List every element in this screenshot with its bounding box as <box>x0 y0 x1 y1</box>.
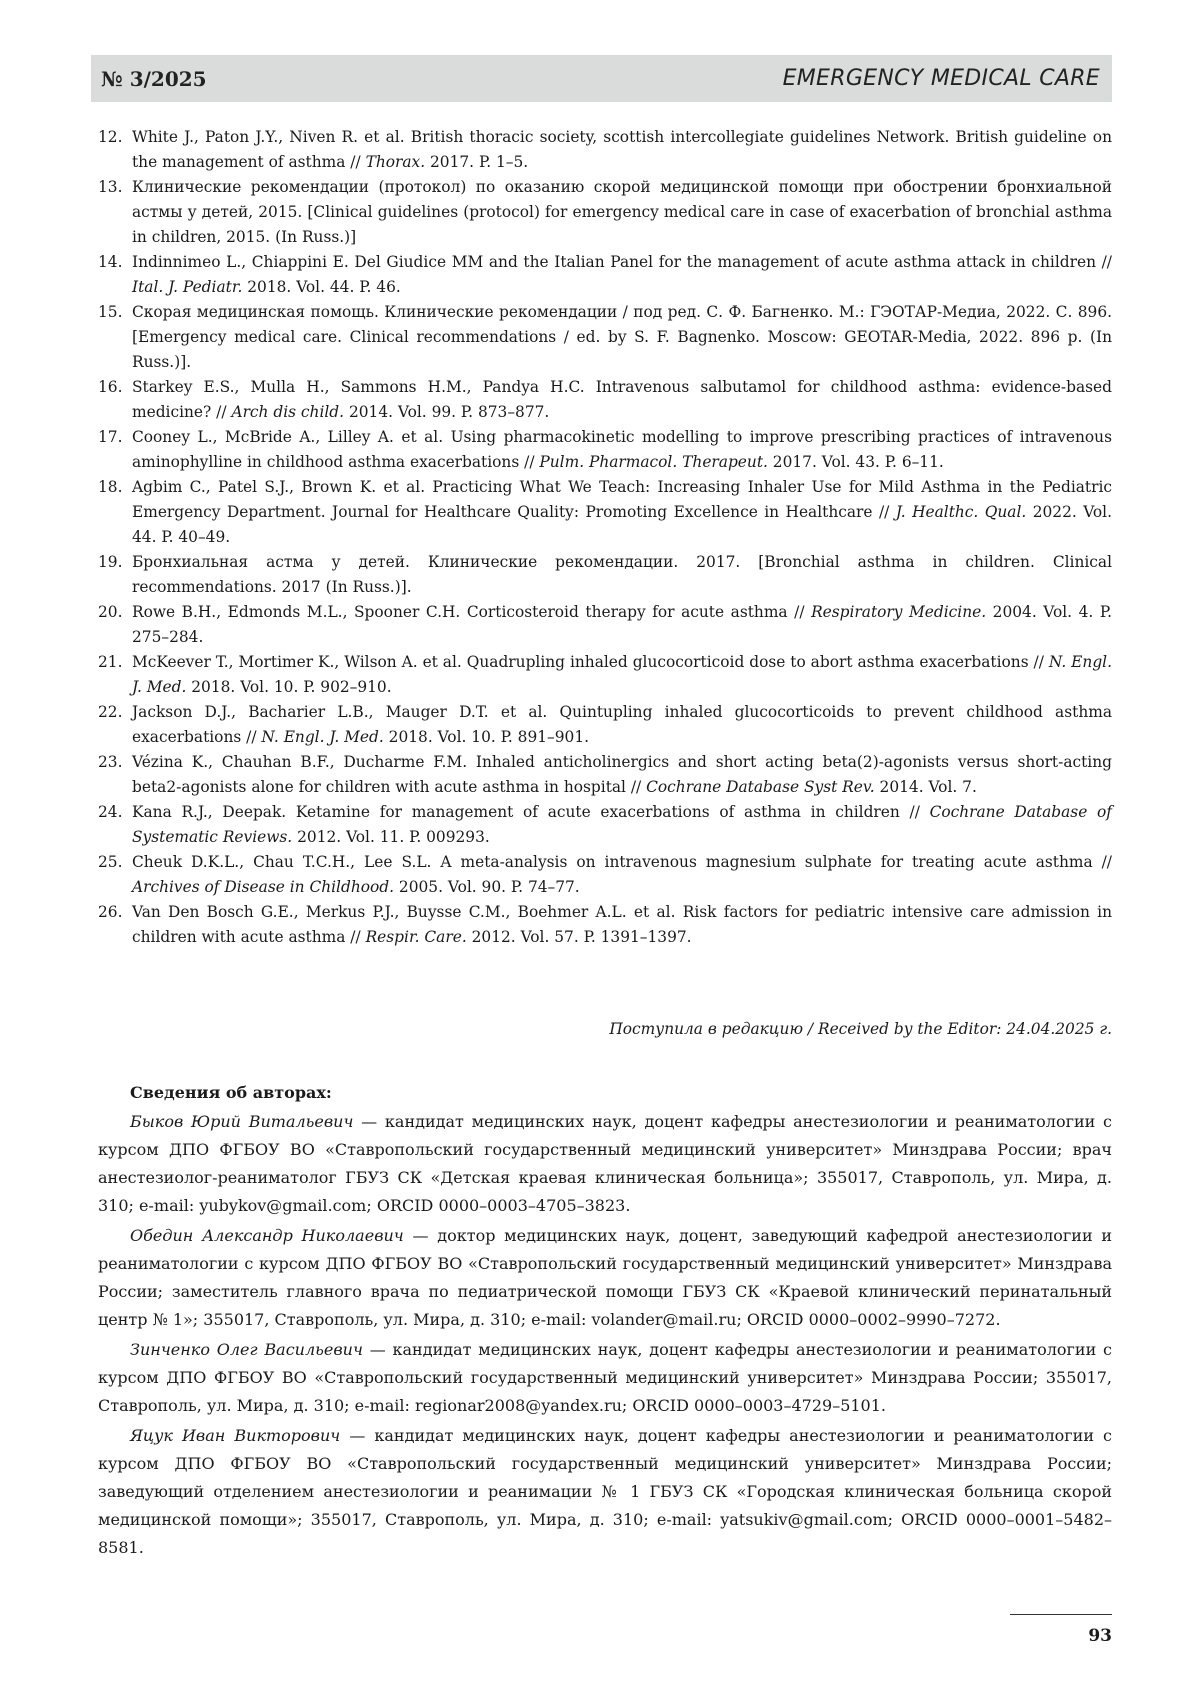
reference-number: 12. <box>98 128 123 146</box>
reference-journal: Pulm. Pharmacol. Therapeut. <box>539 453 768 471</box>
authors-section <box>98 1108 1112 1564</box>
reference-text: Agbim C., Patel S.J., Brown K. et al. Practicing What We Teach: Increasing Inhaler Use for Mild Asthma in the Pediatric Emergency Department. Journal for Healthcare Quality: Promoting Excellence in Healthcare // J. Healthc. Qual. 2022. Vol. 44. P. 40–49. <box>132 478 1112 546</box>
reference-number: 25. <box>98 853 123 871</box>
reference-text: Rowe B.H., Edmonds M.L., Spooner C.H. Corticosteroid therapy for acute asthma // Respiratory Medicine. 2004. Vol. 4. P. 275–284. <box>132 603 1112 646</box>
issue-number: № 3/2025 <box>101 66 207 91</box>
reference-text: Starkey E.S., Mulla H., Sammons H.M., Pandya H.C. Intravenous salbutamol for childhood asthma: evidence-based medicine? // Arch dis child. 2014. Vol. 99. P. 873–877. <box>132 378 1112 421</box>
reference-item <box>98 600 1112 650</box>
reference-journal: Ital. J. Pediatr. <box>132 278 243 296</box>
reference-text: White J., Paton J.Y., Niven R. et al. British thoracic society, scottish intercollegiate guidelines Network. British guideline on the management of asthma // Thorax. 2017. P. 1–5. <box>132 128 1112 171</box>
reference-item <box>98 650 1112 700</box>
reference-item <box>98 800 1112 850</box>
reference-item <box>98 125 1112 175</box>
author-name: Яцук Иван Викторович <box>130 1426 341 1445</box>
reference-number: 23. <box>98 753 123 771</box>
reference-number: 22. <box>98 703 123 721</box>
reference-number: 24. <box>98 803 123 821</box>
reference-item <box>98 850 1112 900</box>
journal-title: EMERGENCY MEDICAL CARE <box>782 66 1100 91</box>
reference-journal: Cochrane Database Syst Rev. <box>646 778 875 796</box>
reference-number: 14. <box>98 253 123 271</box>
reference-number: 16. <box>98 378 123 396</box>
reference-text: Vézina K., Chauhan B.F., Ducharme F.M. Inhaled anticholinergics and short acting beta(2)-agonists versus short-acting beta2-agonists alone for children with acute asthma in hospital // Cochrane Database Syst Rev. 2014. Vol. 7. <box>132 753 1112 796</box>
author-info <box>98 1336 1112 1420</box>
author-details: — кандидат медицинских наук, доцент кафедры анестезиологии и реаниматологии с курсом ДПО ФГБОУ ВО «Ставропольский государственный медицинский университет» Минздрава России; врач анестезиолог-реаниматолог ГБУЗ СК «Детская краевая клиническая больница»; 355017, Ставрополь, ул. Мира, д. 310; e-mail: yubykov@gmail.com; ORCID 0000–0003–4705–3823. <box>98 1112 1112 1215</box>
author-name: Быков Юрий Витальевич <box>130 1112 354 1131</box>
reference-journal: Respiratory Medicine. <box>811 603 987 621</box>
footer-divider <box>1010 1614 1112 1615</box>
reference-item <box>98 475 1112 550</box>
reference-item <box>98 700 1112 750</box>
reference-number: 21. <box>98 653 123 671</box>
authors-heading: Сведения об авторах: <box>130 1083 332 1102</box>
reference-item <box>98 425 1112 475</box>
author-info <box>98 1422 1112 1562</box>
reference-item <box>98 300 1112 375</box>
received-date: Поступила в редакцию / Received by the Editor: 24.04.2025 г. <box>609 1020 1112 1038</box>
reference-journal: J. Healthc. Qual. <box>895 503 1027 521</box>
reference-journal: N. Engl. J. Med. <box>261 728 384 746</box>
reference-number: 26. <box>98 903 123 921</box>
reference-item <box>98 250 1112 300</box>
author-info <box>98 1108 1112 1220</box>
reference-text: Скорая медицинская помощь. Клинические рекомендации / под ред. С. Ф. Багненко. М.: ГЭОТАР-Медиа, 2022. С. 896. [Emergency medical care. Clinical recommendations / ed. by S. F. Bagnenko. Moscow: GEOTAR-Media, 2022. 896 p. (In Russ.)]. <box>132 303 1112 371</box>
reference-journal: Thorax. <box>365 153 426 171</box>
reference-list <box>98 125 1112 950</box>
reference-text: Cooney L., McBride A., Lilley A. et al. Using pharmacokinetic modelling to improve prescribing practices of intravenous aminophylline in childhood asthma exacerbations // Pulm. Pharmacol. Therapeut. 2017. Vol. 43. P. 6–11. <box>132 428 1112 471</box>
reference-number: 13. <box>98 178 123 196</box>
reference-text: Indinnimeo L., Chiappini E. Del Giudice MM and the Italian Panel for the management of acute asthma attack in children // Ital. J. Pediatr. 2018. Vol. 44. P. 46. <box>132 253 1112 296</box>
author-details: — кандидат медицинских наук, доцент кафедры анестезиологии и реаниматологии с курсом ДПО ФГБОУ ВО «Ставропольский государственный медицинский университет» Минздрава России; 355017, Ставрополь, ул. Мира, д. 310; e-mail: regionar2008@yandex.ru; ORCID 0000–0003–4729–5101. <box>98 1340 1113 1415</box>
reference-text: McKeever T., Mortimer K., Wilson A. et al. Quadrupling inhaled glucocorticoid dose to abort asthma exacerbations // N. Engl. J. Med. 2018. Vol. 10. P. 902–910. <box>132 653 1112 696</box>
reference-journal: Archives of Disease in Childhood. <box>132 878 395 896</box>
reference-item <box>98 900 1112 950</box>
reference-journal: Arch dis child. <box>231 403 345 421</box>
running-header <box>91 55 1112 102</box>
reference-item <box>98 550 1112 600</box>
author-name: Зинченко Олег Васильевич <box>130 1340 363 1359</box>
author-details: — доктор медицинских наук, доцент, заведующий кафедрой анестезиологии и реаниматологии с курсом ДПО ФГБОУ ВО «Ставропольский государственный медицинский университет» Минздрава России; заместитель главного врача по педиатрической помощи ГБУЗ СК «Краевой клинический перинатальный центр № 1»; 355017, Ставрополь, ул. Мира, д. 310; e-mail: volander@mail.ru; ORCID 0000–0002–9990–7272. <box>98 1226 1113 1329</box>
reference-number: 17. <box>98 428 123 446</box>
author-details: — кандидат медицинских наук, доцент кафедры анестезиологии и реаниматологии с курсом ДПО ФГБОУ ВО «Ставропольский государственный медицинский университет» Минздрава России; заведующий отделением анестезиологии и реанимации № 1 ГБУЗ СК «Городская клиническая больница скорой медицинской помощи»; 355017, Ставрополь, ул. Мира, д. 310; e-mail: yatsukiv@gmail.com; ORCID 0000–0001–5482–8581. <box>98 1426 1113 1557</box>
reference-number: 20. <box>98 603 123 621</box>
reference-text: Cheuk D.K.L., Chau T.C.H., Lee S.L. A meta-analysis on intravenous magnesium sulphate for treating acute asthma // Archives of Disease in Childhood. 2005. Vol. 90. P. 74–77. <box>132 853 1112 896</box>
reference-number: 19. <box>98 553 123 571</box>
author-name: Обедин Александр Николаевич <box>130 1226 404 1245</box>
reference-text: Jackson D.J., Bacharier L.B., Mauger D.T. et al. Quintupling inhaled glucocorticoids to prevent childhood asthma exacerbations // N. Engl. J. Med. 2018. Vol. 10. P. 891–901. <box>132 703 1112 746</box>
reference-journal: Cochrane Database of Systematic Reviews. <box>132 803 1112 846</box>
reference-item <box>98 375 1112 425</box>
page-number: 93 <box>1088 1626 1112 1646</box>
author-info <box>98 1222 1112 1334</box>
reference-number: 18. <box>98 478 123 496</box>
reference-text: Клинические рекомендации (протокол) по оказанию скорой медицинской помощи при обострении бронхиальной астмы у детей, 2015. [Clinical guidelines (protocol) for emergency medical care in case of exacerbation of bronchial asthma in children, 2015. (In Russ.)] <box>132 178 1112 246</box>
reference-text: Van Den Bosch G.E., Merkus P.J., Buysse C.M., Boehmer A.L. et al. Risk factors for pediatric intensive care admission in children with acute asthma // Respir. Care. 2012. Vol. 57. P. 1391–1397. <box>132 903 1112 946</box>
reference-item <box>98 750 1112 800</box>
reference-journal: N. Engl. J. Med. <box>132 653 1112 696</box>
reference-journal: Respir. Care. <box>365 928 467 946</box>
reference-text: Бронхиальная астма у детей. Клинические рекомендации. 2017. [Bronchial asthma in children. Clinical recommendations. 2017 (In Russ.)]. <box>132 553 1112 596</box>
reference-item <box>98 175 1112 250</box>
reference-number: 15. <box>98 303 123 321</box>
reference-text: Kana R.J., Deepak. Ketamine for management of acute exacerbations of asthma in children // Cochrane Database of Systematic Reviews. 2012. Vol. 11. P. 009293. <box>132 803 1112 846</box>
